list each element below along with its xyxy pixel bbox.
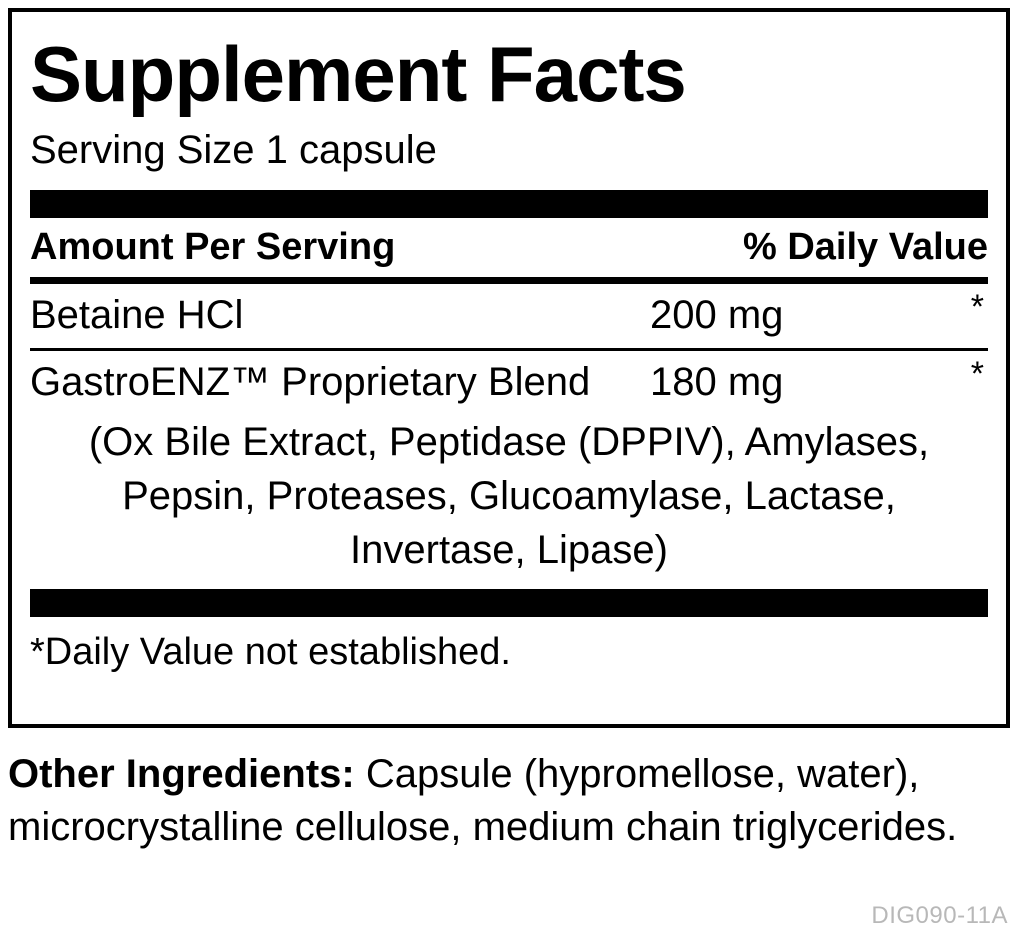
daily-value-footnote: *Daily Value not established. [30, 630, 511, 673]
panel-content [30, 18, 988, 718]
blend-ingredients-text: (Ox Bile Extract, Peptidase (DPPIV), Amylases, Pepsin, Proteases, Glucoamylase, Lactase, Invertase, Lipase) [88, 419, 930, 572]
nutrient-name: GastroENZ™ Proprietary Blend [30, 359, 591, 404]
nutrient-amount: 180 mg [650, 359, 784, 404]
divider-medium-1 [30, 277, 988, 284]
product-code: DIG090-11A [871, 902, 1008, 929]
table-header-row [30, 218, 988, 277]
divider-thick-top [30, 190, 988, 218]
divider-thick-bottom [30, 589, 988, 617]
table-row [30, 351, 988, 415]
nutrient-daily-value: * [970, 354, 984, 393]
nutrient-amount: 200 mg [650, 292, 784, 337]
serving-size-text: Serving Size 1 capsule [30, 127, 437, 172]
table-row [30, 284, 988, 348]
nutrient-daily-value: * [970, 287, 984, 326]
amount-per-serving-header: Amount Per Serving [30, 225, 396, 268]
other-ingredients [8, 748, 1008, 854]
nutrient-name: Betaine HCl [30, 292, 244, 337]
other-ingredients-text: Capsule (hypromellose, water), microcrystalline cellulose, medium chain triglycerides. [8, 752, 958, 849]
daily-value-header: % Daily Value [742, 225, 988, 268]
other-ingredients-label: Other Ingredients: [8, 752, 355, 796]
page-title: Supplement Facts [30, 30, 686, 118]
supplement-facts-panel [8, 8, 1010, 728]
